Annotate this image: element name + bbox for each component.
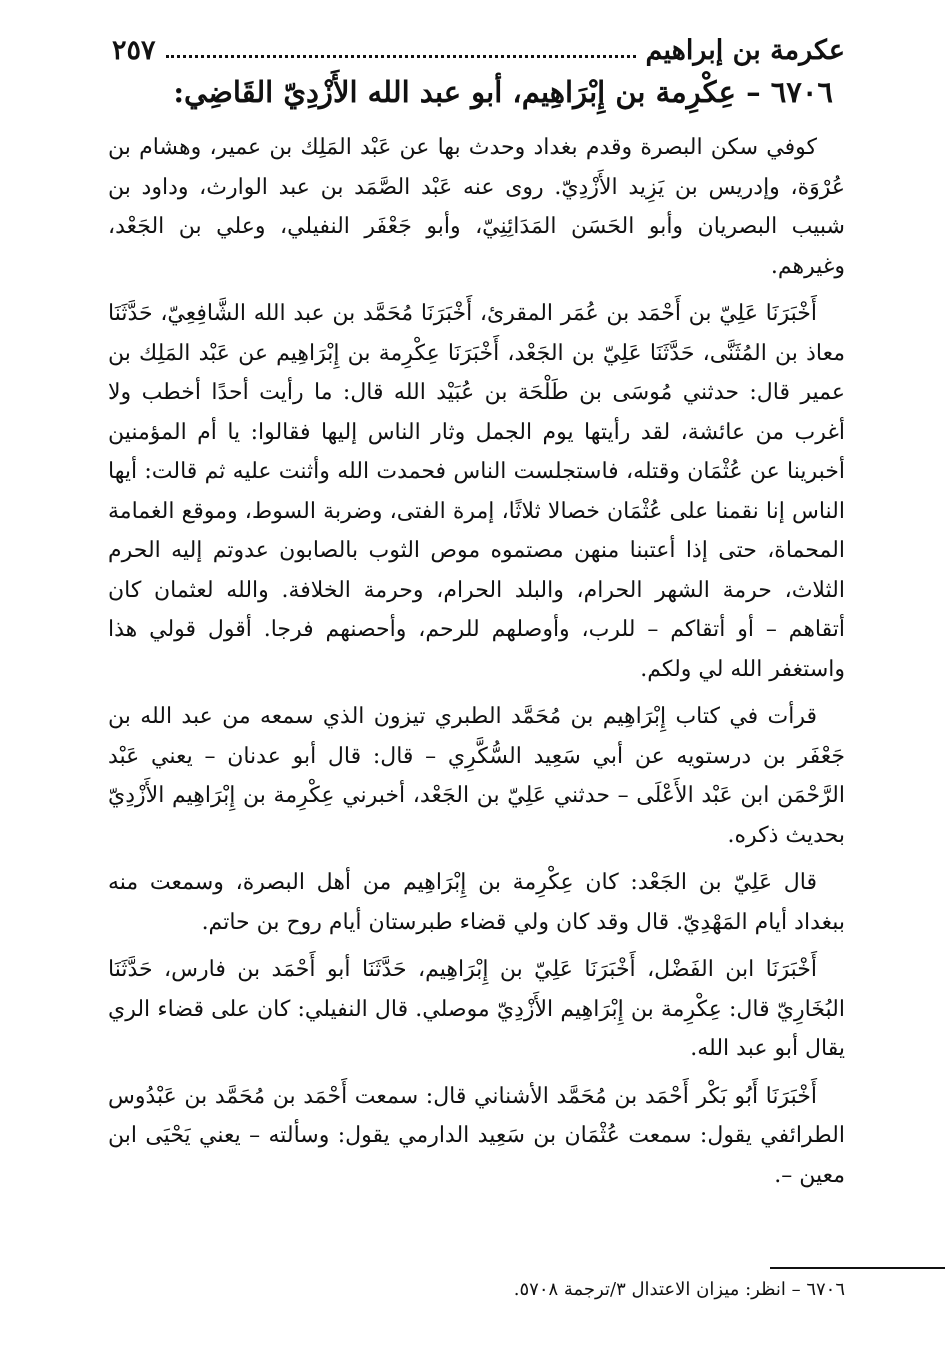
entry-title: ٦٧٠٦ – عِكْرِمة بن إِبْرَاهِيم، أبو عبد الله الأَزْدِيّ القَاضِي: xyxy=(173,75,833,109)
footnote: ٦٧٠٦ – انظر: ميزان الاعتدال ٣/ترجمة ٥٧٠٨. xyxy=(513,1279,845,1300)
paragraph-ashnani: أَخْبَرَنَا أَبُو بَكْر أَحْمَد بن مُحَمَّد الأشناني قال: سمعت أَحْمَد بن مُحَمَّد بن عَبْدُوس الطرائفي يقول: سمعت عُثْمَان بن سَعِيد الدارمي يقول: وسألته – يعني يَحْيَى ابن معين –. xyxy=(108,1083,845,1188)
paragraph-reading: قرأت في كتاب إِبْرَاهِيم بن مُحَمَّد الطبري تيزون الذي سمعه من عبد الله بن جَعْفَر بن درستويه عن أبي سَعِيد السُّكَّرِي – قال: قال أبو عدنان – يعني عَبْد الرَّحْمَن ابن عَبْد الأَعْلَى – حدثني عَلِيّ بن الجَعْد، أخبرني عِكْرِمة بن إِبْرَاهِيم الأَزْدِيّ بحديث ذكره. xyxy=(108,704,845,848)
footnote-separator xyxy=(770,1267,945,1269)
paragraph-ali-ibn-jad: قال عَلِيّ بن الجَعْد: كان عِكْرِمة بن إِبْرَاهِيم من أهل البصرة، وسمعت منه ببغداد أيام المَهْدِيّ. قال وقد كان ولي قضاء طبرستان أيام روح بن حاتم. xyxy=(108,870,845,935)
header-dot-leader xyxy=(166,43,636,58)
paragraph-biography: كوفي سكن البصرة وقدم بغداد وحدث بها عن عَبْد المَلِك بن عمير، وهشام بن عُرْوَة، وإدريس بن يَزِيد الأَزْدِيّ. روى عنه عَبْد الصَّمَد بن عبد الوارث، وداود بن شبيب البصريان وأبو الحَسَن المَدَائِنِيّ، وأبو جَعْفَر النفيلي، وعلي بن الجَعْد، وغيرهم. xyxy=(108,135,845,279)
running-title: عكرمة بن إبراهيم xyxy=(645,34,845,66)
paragraph-hadith: أَخْبَرَنَا عَلِيّ بن أَحْمَد بن عُمَر المقرئ، أَخْبَرَنَا مُحَمَّد بن عبد الله الشَّافِعِيّ، حَدَّثَنَا معاذ بن المُثَنَّى، حَدَّثَنَا عَلِيّ بن الجَعْد، أَخْبَرَنَا عِكْرِمة بن إِبْرَاهِيم عن عَبْد المَلِك بن عمير قال: حدثني مُوسَى بن طَلْحَة بن عُبَيْد الله قال: ما رأيت أحدًا أخطب ولا أغرب من عائشة، لقد رأيتها يوم الجمل وثار الناس إليها فقالوا: يا أم المؤمنين أخبرينا عن عُثْمَان وقتله، فاستجلست الناس فحمدت الله وأثنت عليه ثم قالت: أيها الناس إنا نقمنا على عُثْمَان خصالا ثلاثًا، إمرة الفتى، وضربة السوط، وموقع الغمامة المحماة، حتى إذا أعتبنا منهن مصتموه موص الثوب بالصابون عدوتم إليه الحرم الثلاث، حرمة الشهر الحرام، والبلد الحرام، وحرمة الخلافة. والله لعثمان كان أتقاهم – أو أتقاكم – للرب، وأوصلهم للرحم، وأحصنهم فرجا. أقول قولي هذا واستغفر الله لي ولكم. xyxy=(108,301,845,682)
page-number: ٢٥٧ xyxy=(112,34,156,66)
entry-body xyxy=(108,128,845,1203)
paragraph-bukhari: أَخْبَرَنَا ابن الفَضْل، أَخْبَرَنَا عَلِيّ بن إِبْرَاهِيم، حَدَّثَنَا أبو أَحْمَد بن فارس، حَدَّثَنَا البُخَارِيّ قال: عِكْرِمة بن إِبْرَاهِيم الأَزْدِيّ موصلي. قال النفيلي: كان على قضاء الري يقال أبو عبد الله. xyxy=(108,957,845,1061)
running-header xyxy=(112,30,845,70)
